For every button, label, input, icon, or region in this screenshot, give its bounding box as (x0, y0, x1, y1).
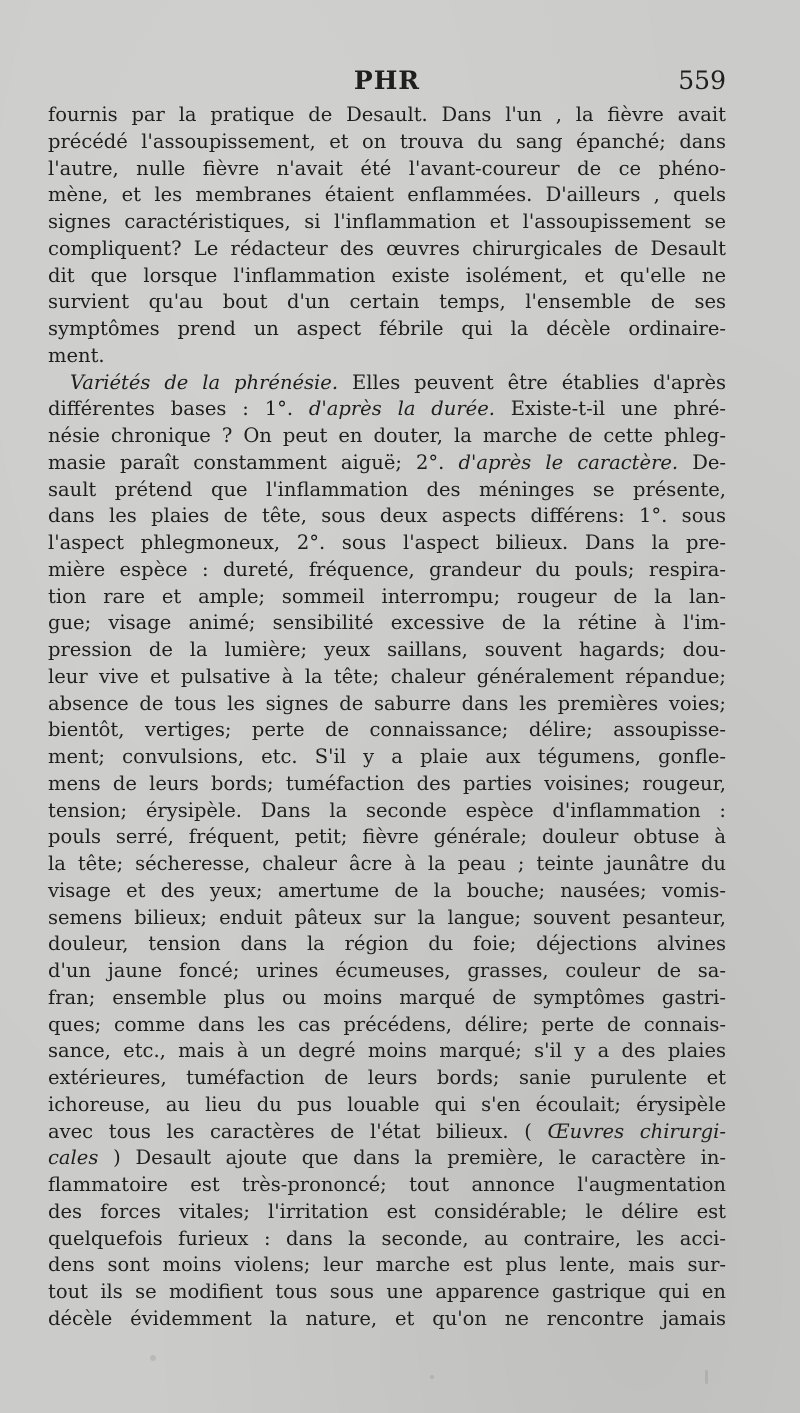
text-line: flammatoire est très-prononcé; tout annonce l'augmentation (48, 1173, 726, 1196)
text-line: l'autre, nulle fièvre n'avait été l'avant-coureur de ce phéno- (48, 156, 726, 180)
text-line: ment. (48, 343, 105, 367)
text-line: sault prétend que l'inflammation des méninges se présente, (48, 477, 726, 501)
text-fragment: différentes bases : 1°. (48, 397, 309, 421)
text-line: signes caractéristiques, si l'inflammation et l'assoupissement se (48, 210, 726, 233)
body-text (48, 102, 726, 1333)
text-line: tout ils se modifient tous sous une apparence gastrique qui en (48, 1280, 726, 1303)
text-fragment: avec tous les caractères de l'état bilieux. ( (48, 1119, 548, 1143)
text-line: tion rare et ample; sommeil interrompu; rougeur de la lan- (48, 584, 726, 608)
text-line: sance, etc., mais à un degré moins marqué; s'il y a des plaies (48, 1039, 726, 1063)
text-fragment: masie paraît constamment aiguë; 2°. (48, 450, 459, 474)
text-line: bientôt, vertiges; perte de connaissance; délire; assoupisse- (48, 718, 726, 742)
text-line: semens bilieux; enduit pâteux sur la langue; souvent pesanteur, (48, 905, 726, 929)
text-line (48, 396, 726, 423)
text-line: douleur, tension dans la région du foie; déjections alvines (48, 932, 726, 956)
italic-phrase: d'après le caractère. (458, 450, 679, 474)
text-line (48, 1145, 726, 1172)
text-line: symptômes prend un aspect fébrile qui la décèle ordinaire- (48, 317, 726, 340)
text-line: décèle évidemment la nature, et qu'on ne rencontre jamais (48, 1306, 726, 1330)
text-line: ichoreuse, au lieu du pus louable qui s'en écoulait; érysipèle (48, 1092, 726, 1116)
text-fragment: Elles peuvent être établies d'après (338, 370, 727, 394)
text-line (48, 1119, 726, 1146)
section-heading-line (48, 370, 726, 397)
text-line: ques; comme dans les cas précédens, délire; perte de connais- (48, 1012, 726, 1036)
text-line: précédé l'assoupissement, et on trouva du sang épanché; dans (48, 129, 726, 153)
paper-smudge (705, 1370, 708, 1384)
paper-smudge (150, 1355, 156, 1361)
text-line: mière espèce : dureté, fréquence, grandeur du pouls; respira- (48, 557, 726, 581)
text-line: des forces vitales; l'irritation est considérable; le délire est (48, 1199, 726, 1223)
text-line: pouls serré, fréquent, petit; fièvre générale; douleur obtuse à (48, 825, 726, 849)
text-line (48, 450, 726, 477)
italic-citation: Œuvres chirurgi- (547, 1119, 726, 1143)
text-line: mène, et les membranes étaient enflammées. D'ailleurs , quels (48, 183, 726, 207)
text-line: absence de tous les signes de saburre dans les premières voies; (48, 691, 726, 715)
text-fragment: De- (678, 450, 726, 474)
text-fragment: Existe-t-il une phré- (494, 397, 726, 421)
text-line: tension; érysipèle. Dans la seconde espèce d'inflammation : (48, 798, 726, 822)
text-line: visage et des yeux; amertume de la bouche; nausées; vomis- (48, 878, 726, 902)
text-line: d'un jaune foncé; urines écumeuses, grasses, couleur de sa- (48, 959, 726, 982)
text-line: nésie chronique ? On peut en douter, la marche de cette phleg- (48, 424, 726, 447)
running-head: PHR (353, 66, 421, 95)
page-number: 559 (678, 66, 726, 95)
text-line: compliquent? Le rédacteur des œuvres chirurgicales de Desault (48, 236, 726, 260)
text-line: gue; visage animé; sensibilité excessive de la rétine à l'im- (48, 611, 726, 635)
text-line: leur vive et pulsative à la tête; chaleur généralement répandue; (48, 664, 726, 688)
page-header (48, 58, 726, 98)
text-line: pression de la lumière; yeux saillans, souvent hagards; dou- (48, 638, 726, 661)
text-line: survient qu'au bout d'un certain temps, l'ensemble de ses (48, 290, 726, 314)
paper-smudge (430, 1375, 434, 1379)
text-line: dans les plaies de tête, sous deux aspects différens: 1°. sous (48, 504, 726, 528)
text-line: la tête; sécheresse, chaleur âcre à la peau ; teinte jaunâtre du (48, 852, 726, 875)
text-fragment: ) Desault ajoute que dans la première, le caractère in- (98, 1146, 726, 1170)
italic-citation: cales (48, 1146, 99, 1170)
italic-phrase: d'après la durée. (308, 397, 495, 421)
text-line: quelquefois furieux : dans la seconde, au contraire, les acci- (48, 1226, 726, 1250)
text-line: fran; ensemble plus ou moins marqué de symptômes gastri- (48, 985, 726, 1009)
text-line: dens sont moins violens; leur marche est plus lente, mais sur- (48, 1253, 726, 1277)
section-heading: Variétés de la phrénésie. (70, 370, 339, 394)
text-line: mens de leurs bords; tuméfaction des parties voisines; rougeur, (48, 771, 726, 795)
text-line: ment; convulsions, etc. S'il y a plaie aux tégumens, gonfle- (48, 745, 726, 768)
text-line: fournis par la pratique de Desault. Dans l'un , la fièvre avait (48, 103, 726, 126)
text-line: extérieures, tuméfaction de leurs bords; sanie purulente et (48, 1066, 726, 1089)
text-line: dit que lorsque l'inflammation existe isolément, et qu'elle ne (48, 263, 726, 287)
text-line: l'aspect phlegmoneux, 2°. sous l'aspect bilieux. Dans la pre- (48, 531, 726, 554)
